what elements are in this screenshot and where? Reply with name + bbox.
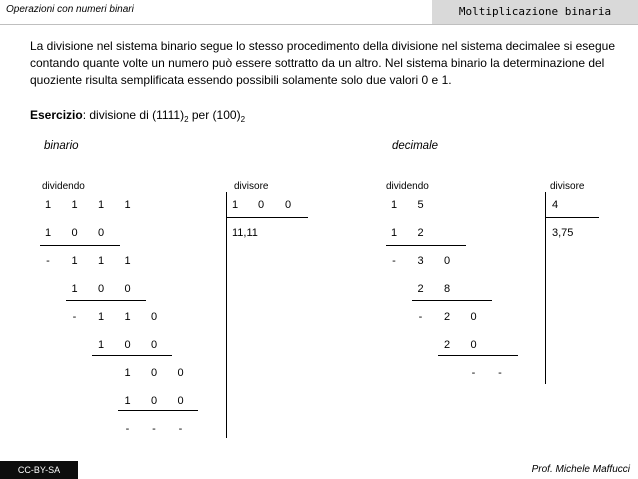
intro-paragraph: La divisione nel sistema binario segue lo stesso procedimento della divisione nel sistema decimalee si esegue contando quante volte un numero può essere sottratto da un altro. Nel sistema binario la determinazione del quoziente risulta semplificata essendo possibili solamente solo due valori 0 e 1.: [30, 39, 615, 87]
header-subject: Operazioni con numeri binari: [6, 4, 134, 15]
binary-digit: 0: [124, 283, 131, 295]
decimal-vertical-bar: [545, 192, 546, 384]
decimal-digit: -: [418, 311, 423, 323]
binary-digit: 1: [71, 283, 78, 295]
decimal-digit: 8: [443, 283, 451, 295]
binary-digit: 0: [150, 339, 158, 351]
binary-divisor-label: divisore: [234, 181, 269, 192]
binary-digit: 0: [150, 395, 158, 407]
decimal-digit: -: [498, 367, 502, 379]
binary-digit: 0: [150, 311, 158, 323]
binary-digit: 1: [124, 395, 131, 407]
decimal-digit: -: [392, 255, 396, 267]
binary-digit: 1: [124, 199, 131, 211]
author-credit: Prof. Michele Maffucci: [531, 464, 630, 475]
binary-subtract-line: [40, 245, 120, 246]
decimal-digit: 3: [417, 255, 424, 267]
decimal-digit: 2: [417, 227, 424, 239]
binary-digit: 1: [44, 199, 52, 211]
license-badge: CC-BY-SA: [0, 461, 78, 479]
binary-digit: 1: [124, 311, 131, 323]
decimal-digit: -: [471, 367, 476, 379]
binary-divisor-digit: 0: [257, 199, 265, 211]
binary-vertical-bar: [226, 192, 227, 438]
binary-digit: 1: [97, 311, 105, 323]
decimal-digit: 1: [390, 199, 398, 211]
binary-title: binario: [44, 140, 79, 152]
binary-digit: 0: [97, 283, 105, 295]
decimal-subtract-line: [412, 300, 492, 301]
binary-digit: -: [72, 311, 77, 323]
binary-digit: 1: [44, 227, 52, 239]
decimal-divisor-label: divisore: [550, 181, 585, 192]
binary-digit: 1: [71, 199, 78, 211]
decimal-digit: 5: [417, 199, 424, 211]
decimal-digit: 0: [443, 255, 451, 267]
binary-digit: 1: [124, 255, 131, 267]
decimal-quotient: 3,75: [552, 227, 574, 239]
binary-quotient: 11,11: [232, 227, 258, 239]
binary-digit: 1: [124, 367, 131, 379]
binary-digit: 1: [97, 199, 105, 211]
decimal-digit: 0: [470, 311, 477, 323]
decimal-title: decimale: [392, 140, 439, 152]
decimal-digit: 1: [390, 227, 398, 239]
decimal-dividend-label: dividendo: [386, 181, 429, 192]
binary-digit: -: [178, 423, 183, 435]
exercise-text-b: per (100): [188, 108, 241, 122]
exercise-statement: [30, 108, 245, 124]
binary-digit: 0: [97, 227, 105, 239]
binary-digit: 0: [177, 395, 184, 407]
binary-digit: -: [125, 423, 130, 435]
decimal-digit: 0: [470, 339, 477, 351]
binary-divisor-digit: 1: [231, 199, 239, 211]
exercise-label: Esercizio: [30, 108, 83, 122]
binary-digit: 0: [150, 367, 158, 379]
decimal-divisor: 4: [552, 199, 559, 211]
exercise-base-a: 2: [184, 115, 189, 124]
decimal-subtract-line: [438, 355, 518, 356]
decimal-digit: 2: [443, 311, 451, 323]
binary-subtract-line: [118, 410, 198, 411]
binary-subtract-line: [92, 355, 172, 356]
decimal-subtract-line: [386, 245, 466, 246]
binary-subtract-line: [66, 300, 146, 301]
binary-digit: 0: [124, 339, 131, 351]
binary-divisor-line: [226, 217, 308, 218]
binary-digit: 1: [97, 339, 105, 351]
binary-dividend-label: dividendo: [42, 181, 85, 192]
decimal-digit: 2: [443, 339, 451, 351]
binary-digit: 0: [71, 227, 78, 239]
header-divider: [0, 24, 638, 25]
binary-digit: -: [46, 255, 50, 267]
exercise-text-a: : divisione di (1111): [82, 108, 185, 122]
binary-digit: -: [152, 423, 156, 435]
binary-digit: 0: [177, 367, 184, 379]
decimal-digit: 2: [417, 283, 424, 295]
binary-digit: 1: [71, 255, 78, 267]
exercise-base-b: 2: [240, 115, 246, 124]
binary-digit: 1: [97, 255, 105, 267]
header-title: Moltiplicazione binaria: [432, 0, 638, 24]
decimal-divisor-line: [545, 217, 599, 218]
binary-divisor-digit: 0: [284, 199, 292, 211]
